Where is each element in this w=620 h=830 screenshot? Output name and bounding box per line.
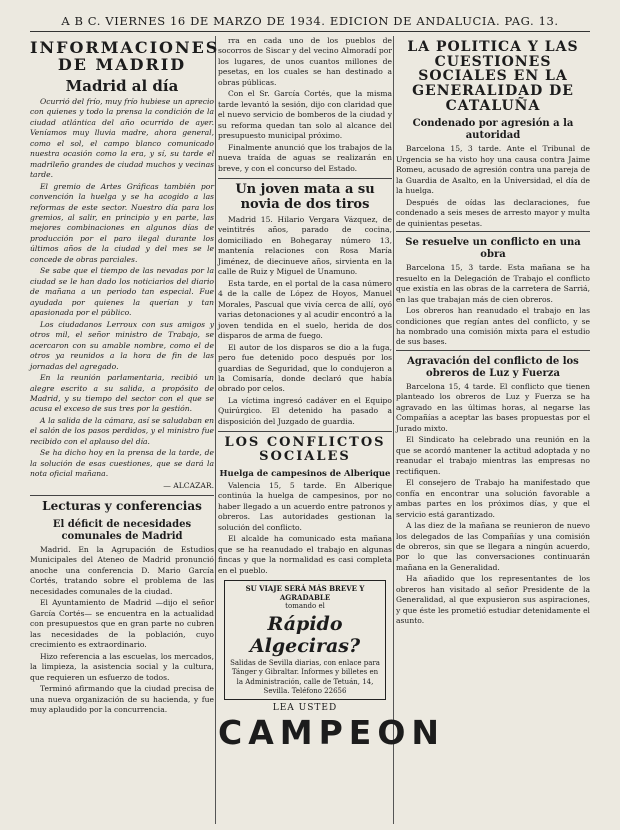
- top-para: rra en cada uno de los pueblos de socorros de Siscar y del vecino Almoradí por los lugares, de unos cuantos millones de pesetas, en los cuales se han destinado a obras públicas.: [218, 36, 392, 87]
- agravacion-para: Ha añadido que los representantes de los obreros han visitado al señor Presidente de la Generalidad, al que expusieron sus aspiraciones, y que éste les prometió estudiar detenidamente el asunto.: [396, 574, 590, 626]
- agravacion-para: Barcelona 15, 4 tarde. El conflicto que tienen planteado los obreros de Luz y Fuerza se ha agravado en las últimas horas, al negarse las Compañías a aceptar las bases propuestas por el Jurado mixto.: [396, 381, 590, 433]
- condenado-para: Barcelona 15, 3 tarde. Ante el Tribunal de Urgencia se ha visto hoy una causa contra Jaime Romeu, acusado de agresión contra una pareja de la Guardia de Asalto, en la Universidad, el día de la huelga.: [396, 144, 590, 196]
- agravacion-para: El Sindicato ha celebrado una reunión en la que se acordó mantener la actitud adoptada y no reanudar el trabajo mientras las empresas no rectifiquen.: [396, 435, 590, 476]
- ad-line2: tomando el: [285, 602, 325, 611]
- divider: [218, 431, 392, 432]
- column-divider-2: [393, 36, 394, 824]
- section-title-politica: LA POLITICA Y LAS CUESTIONES SOCIALES EN LA GENERALIDAD DE CATALUÑA: [407, 39, 579, 114]
- article-title-lecturas: Lecturas y conferencias: [42, 499, 202, 514]
- joven-para: La víctima ingresó cadáver en el Equipo Quirúrgico. El detenido ha pasado a disposición del Juzgado de guardia.: [218, 395, 392, 426]
- lecturas-para: Madrid. En la Agrupación de Estudios Municipales del Ateneo de Madrid pronunció anoche una conferencia D. Mario García Cortés, tratando sobre el problema de las necesidades comunales de la ciudad.: [30, 544, 214, 596]
- madrid-para: A la salida de la cámara, así se saludaban en el salón de los pasos perdidos, y el ministro fue recibido con el aplauso del día.: [30, 415, 214, 446]
- madrid-signature: — ALCAZAR.: [163, 480, 214, 490]
- ad-campeon: CAMPEON: [218, 712, 445, 752]
- ad-headline: Rápido Algeciras?: [249, 613, 361, 658]
- article-title-madrid: Madrid al día: [65, 76, 179, 95]
- top-para: Con el Sr. García Cortés, que la misma tarde levantó la sesión, dijo con claridad que el nuevo servicio de bomberos de la ciudad y su reforma quedan tan solo al alcance del presupuesto municipal próximo.: [218, 89, 392, 141]
- advertisement-algeciras: [224, 580, 386, 700]
- madrid-para: Ocurrió del frío, muy frío hubiese un aprecio con quienes y todo la prensa la condición de la ciudad atlántica del año ocurrido de ayer. Veníamos muy lluvia madre, ahora general, como el sol, el campo blanco comunicado nuestra ocasión como la era, y sí, su tarde el madrileño grandes de ciudad muchos y vecinas tarde.: [30, 96, 214, 180]
- column-middle: [218, 36, 445, 824]
- divider: [218, 178, 392, 179]
- madrid-para: Se ha dicho hoy en la prensa de la tarde, de la solución de esas cuestiones, que se dará la nota oficial mañana.: [30, 448, 214, 479]
- column-divider-1: [215, 36, 216, 824]
- article-title-huelga: Huelga de campesinos de Alberique: [219, 468, 391, 479]
- ad-lea-usted: LEA USTED: [272, 702, 338, 713]
- madrid-para: Se sabe que el tiempo de las nevadas por la ciudad se le han dado los noticiarios del diario de mañana a un periodo tan especial. Fue ayudada por quienes la querían y tan apasionada por el público.: [30, 266, 214, 318]
- section-title-conflictos: LOS CONFLICTOS SOCIALES: [224, 435, 386, 464]
- condenado-para: Después de oídas las declaraciones, fue condenado a seis meses de arresto mayor y multa de quinientas pesetas.: [396, 197, 590, 228]
- huelga-para: El alcalde ha comunicado esta mañana que se ha reanudado el trabajo en algunas fincas y que la normalidad es casi completa en el pueblo.: [218, 534, 392, 575]
- joven-para: Madrid 15. Hilario Vergara Vázquez, de veintitrés años, parado de cocina, domiciliado en Bohegaray número 13, mantenía relaciones con Rosa María Jiménez, de diecinueve años, sirvienta en la calle de Ruiz y Miguel de Unamuno.: [218, 214, 392, 277]
- article-subtitle-deficit: El déficit de necesidades comunales de Madrid: [52, 518, 192, 542]
- lecturas-para: El Ayuntamiento de Madrid —dijo el señor García Cortés— se encuentra en la actualidad con presupuestos que en gran parte no cubren las necesidades de la población, cuyo crecimiento es extraordinario.: [30, 598, 214, 650]
- resuelve-para: Los obreros han reanudado el trabajo en las condiciones que regían antes del conflicto, y se ha nombrado una comisión mixta para el estudio de sus bases.: [396, 306, 590, 347]
- ad-body: Salidas de Sevilla diarias, con enlace para Tánger y Gibraltar. Informes y billetes en la Administración, calle de Tetuán, 14, Sevilla. Teléfono 22656: [230, 659, 380, 695]
- ad-line1: SU VIAJE SERÁ MÁS BREVE Y AGRADABLE: [245, 584, 365, 603]
- lecturas-para: Hizo referencia a las escuelas, los mercados, la limpieza, la asistencia social y la cultura, que requieren un esfuerzo de todos.: [30, 651, 214, 682]
- madrid-para: En la reunión parlamentaria, recibió un alegre escrito a su salida, a propósito de Madrid, y su tiempo del sector con el que se acusa el exceso de sus tres por la gestión.: [30, 373, 214, 414]
- article-title-condenado: Condenado por agresión a la autoridad: [412, 118, 574, 142]
- huelga-para: Valencia 15, 5 tarde. En Alberique continúa la huelga de campesinos, por no haber llegado a un acuerdo entre patronos y obreros. Las autoridades gestionan la solución del conflicto.: [218, 480, 392, 532]
- page-header: A B C. VIERNES 16 DE MARZO DE 1934. EDICION DE ANDALUCIA. PAG. 13.: [61, 14, 559, 28]
- agravacion-para: El consejero de Trabajo ha manifestado que confía en encontrar una solución favorable a ambas partes en los próximos días, y que el servicio está garantizado.: [396, 478, 590, 519]
- joven-para: Esta tarde, en el portal de la casa número 4 de la calle de López de Hoyos, Manuel Morales, Pascual que vivía cerca de allí, oyó varias detonaciones y al acudir encontró a la joven tendida en el suelo, herida de dos disparos de arma de fuego.: [218, 278, 392, 341]
- article-title-agravacion: Agravación del conflicto de los obreros de Luz y Fuerza: [407, 355, 579, 379]
- divider: [396, 231, 590, 232]
- joven-para: El autor de los disparos se dio a la fuga, pero fue detenido poco después por los guardias de Seguridad, que lo condujeron a la Comisaría, donde declaró que había obrado por celos.: [218, 342, 392, 394]
- article-title-joven: Un joven mata a su novia de dos tiros: [235, 182, 375, 213]
- divider: [396, 350, 590, 351]
- resuelve-para: Barcelona 15, 3 tarde. Esta mañana se ha resuelto en la Delegación de Trabajo el conflicto que existía en las obras de la carretera de Sarriá, en las que trabajan más de cien obreros.: [396, 263, 590, 304]
- header-rule: [30, 31, 590, 32]
- section-title-informaciones: INFORMACIONES DE MADRID: [30, 38, 220, 74]
- divider: [30, 495, 214, 496]
- top-para: Finalmente anunció que los trabajos de la nueva traída de aguas se realizarán en breve, y con el concurso del Estado.: [218, 142, 392, 173]
- madrid-para: El gremio de Artes Gráficas también por convención la huelga y se ha acogido a las reformas de este sector. Nuestro día para los gremios, al salir, en principio y en parte, las mejores combinaciones en algunos días de producción por el paro ilegal durante los últimos años de la ciudad y del mes se le concede de obras parciales.: [30, 181, 214, 264]
- article-title-resuelve: Se resuelve un conflicto en una obra: [405, 237, 581, 261]
- column-right: [396, 36, 590, 824]
- column-left: [30, 36, 220, 824]
- madrid-para: Los ciudadanos Lerroux con sus amigos y otros mil, el señor ministro de Trabajo, se acercaron con su amable nombre, como el de otros ya reunidos a la hora de fin de las jornadas del agregado.: [30, 319, 214, 371]
- agravacion-para: A las diez de la mañana se reunieron de nuevo los delegados de las Compañías y una comisión de obreros, sin que se llegara a ningún acuerdo, por lo que las conversaciones continuarán mañana en la Generalidad.: [396, 521, 590, 572]
- lecturas-para: Terminó afirmando que la ciudad precisa de una nueva organización de su hacienda, y fue muy aplaudido por la concurrencia.: [30, 684, 214, 715]
